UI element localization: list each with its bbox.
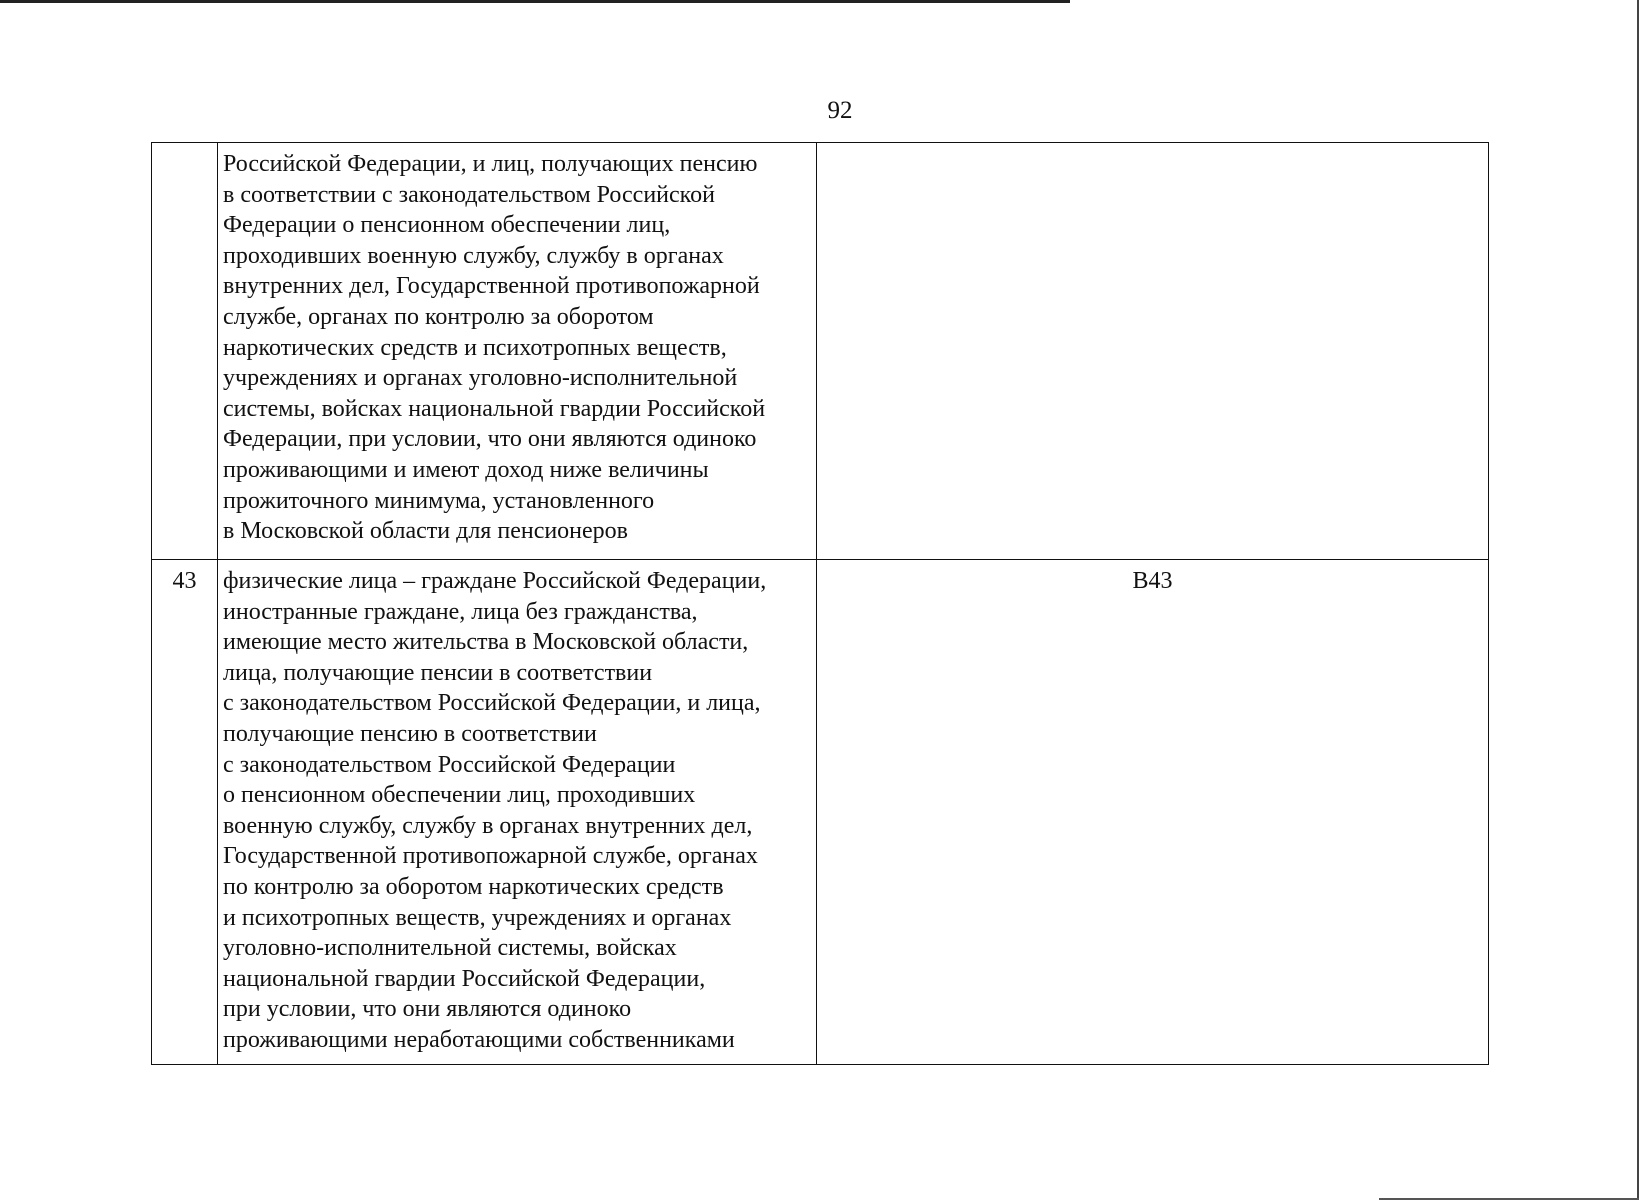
description-line: по контролю за оборотом наркотических средств: [223, 873, 724, 900]
description-line: проходивших военную службу, службу в органах: [223, 242, 724, 269]
scan-edge-top: [0, 0, 1070, 3]
code-cell: В43: [817, 560, 1489, 1065]
description-line: внутренних дел, Государственной противопожарной: [223, 273, 760, 300]
description-line: получающие пенсию в соответствии: [223, 720, 597, 747]
description-line: уголовно-исполнительной системы, войсках: [223, 935, 677, 962]
table-row: [152, 143, 1489, 560]
description-line: при условии, что они являются одиноко: [223, 996, 632, 1023]
row-number-cell: 43: [152, 560, 218, 1065]
benefits-table: [151, 142, 1489, 1065]
description-line: наркотических средств и психотропных веществ,: [223, 334, 727, 361]
row-number-cell: [152, 143, 218, 560]
description-line: о пенсионном обеспечении лиц, проходивших: [223, 782, 696, 809]
description-line: учреждениях и органах уголовно-исполнительной: [223, 365, 738, 392]
description-line: физические лица – граждане Российской Федерации,: [223, 568, 767, 594]
page-number: 92: [827, 97, 853, 124]
description-line: в Московской области для пенсионеров: [223, 518, 629, 545]
table-row: [152, 560, 1489, 1065]
description-line: системы, войсках национальной гвардии Российской: [223, 395, 766, 422]
description-line: проживающими и имеют доход ниже величины: [223, 456, 709, 483]
description-line: и психотропных веществ, учреждениях и органах: [223, 904, 732, 931]
description-line: национальной гвардии Российской Федерации,: [223, 965, 706, 992]
category-description-cell: [218, 560, 817, 1065]
description-line: имеющие место жительства в Московской области,: [223, 629, 749, 656]
description-line: в соответствии с законодательством Российской: [223, 181, 715, 208]
description-line: Федерации о пенсионном обеспечении лиц,: [223, 212, 671, 239]
description-line: с законодательством Российской Федерации: [223, 751, 676, 778]
description-line: Государственной противопожарной службе, органах: [223, 843, 758, 870]
code-cell: [817, 143, 1489, 560]
description-line: Федерации, при условии, что они являются одиноко: [223, 426, 757, 453]
category-description-cell: [218, 143, 817, 560]
description-line: с законодательством Российской Федерации, и лица,: [223, 690, 761, 717]
description-line: проживающими неработающими собственниками: [223, 1026, 735, 1053]
description-line: прожиточного минимума, установленного: [223, 487, 655, 514]
description-line: службе, органах по контролю за оборотом: [223, 303, 654, 330]
description-line: Российской Федерации, и лиц, получающих пенсию: [223, 151, 758, 177]
description-line: иностранные граждане, лица без гражданства,: [223, 598, 698, 625]
description-line: военную службу, службу в органах внутренних дел,: [223, 812, 753, 839]
description-line: лица, получающие пенсии в соответствии: [223, 659, 653, 686]
